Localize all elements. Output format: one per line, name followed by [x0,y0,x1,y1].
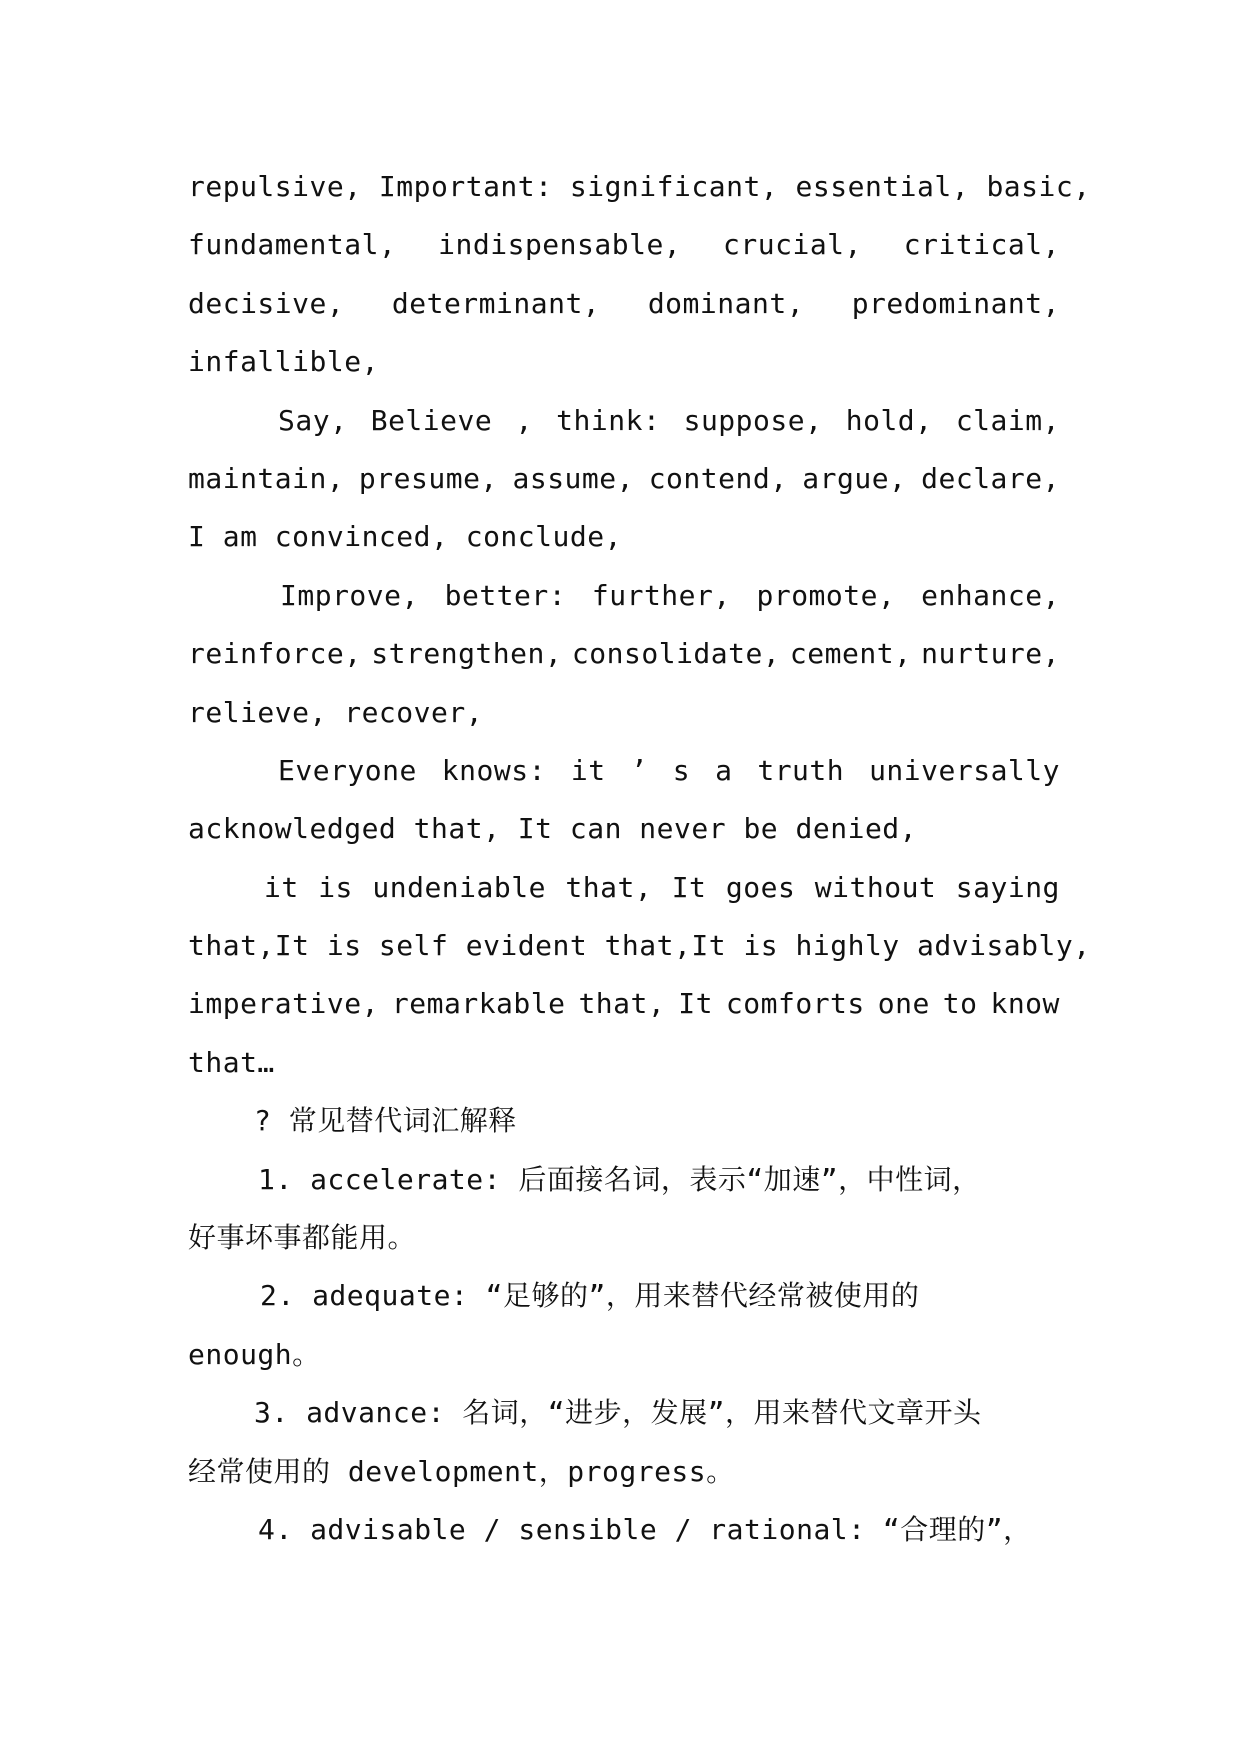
word: fundamental, [188,228,397,262]
word: declare, [921,461,1060,495]
word: one [877,987,930,1021]
word: think: [556,403,661,437]
text-line: repulsive, Important: significant, essential, basic, [188,170,1091,203]
text-line: 3. advance: 名词，“进步，发展”，用来替代文章开头 [254,1396,982,1430]
word: truth [757,753,845,787]
word: strengthen, [371,637,563,671]
word: knows: [441,753,546,787]
word: Say, [278,403,348,437]
word: undeniable [372,870,546,904]
text-line [188,450,1060,508]
text-line: 1. accelerate: 后面接名词，表示“加速”，中性词， [258,1162,981,1196]
word: enhance, [921,578,1060,612]
word: promote, [756,578,896,612]
text-line [188,859,1060,917]
word: a [715,753,733,787]
word: reinforce, [188,637,362,671]
body-text [188,158,1091,1559]
word: predominant, [851,286,1060,320]
word: crucial, [723,228,862,262]
text-line [188,742,1060,800]
word: that, [565,870,653,904]
word: claim, [955,403,1060,437]
word: suppose, [683,403,823,437]
word: better: [444,578,567,612]
text-line [188,216,1060,274]
text-line [188,275,1060,333]
word: it [570,753,606,787]
text-line: acknowledged that, It can never be denied, [188,812,918,846]
word: cement, [789,637,912,671]
text-line: 2. adequate: “足够的”，用来替代经常被使用的 [260,1279,920,1313]
word: universally [869,753,1060,787]
word: maintain, [188,461,345,495]
word: Improve, [280,578,419,612]
word: saying [955,870,1060,904]
word: hold, [845,403,933,437]
word: is [318,870,353,904]
word: contend, [648,461,788,495]
word: without [814,870,937,904]
text-line: that,It is self evident that,It is highly advisably, [188,929,1091,963]
text-line: I am convinced, conclude, [188,520,622,554]
word: critical, [903,228,1060,262]
word: ’ [630,753,648,787]
word: determinant, [391,286,601,320]
word: further, [591,578,731,612]
text-line: 经常使用的 development，progress。 [188,1454,735,1488]
word: nurture, [921,637,1060,671]
word: know [990,987,1060,1021]
text-line: ? 常见替代词汇解释 [254,1104,517,1138]
word: It [671,870,707,904]
word: that, [578,987,666,1021]
text-line: 好事坏事都能用。 [188,1221,417,1255]
word: s [672,753,691,787]
word: Believe [370,403,493,437]
word: consolidate, [571,637,781,671]
text-line: that… [188,1045,275,1079]
text-line: 4. advisable / sensible / rational: “合理的”， [258,1512,1032,1546]
word: decisive, [188,286,345,320]
word: dominant, [647,286,805,320]
word: goes [725,870,796,904]
word: argue, [802,461,907,495]
word: Everyone [278,753,417,787]
text-line [188,625,1060,683]
word: comforts [725,987,865,1021]
word: imperative, [188,987,379,1021]
text-line [188,567,1060,625]
text-line: infallible, [188,345,379,379]
word: to [942,987,978,1021]
word: assume, [512,461,634,495]
text-line: relieve, recover, [188,695,484,729]
text-line [188,975,1060,1033]
word: presume, [358,461,498,495]
text-line: enough。 [188,1337,321,1371]
word: remarkable [391,987,566,1021]
word: , [515,403,533,437]
text-line [188,392,1060,450]
word: indispensable, [438,228,682,262]
word: it [264,870,299,904]
word: It [678,987,713,1021]
